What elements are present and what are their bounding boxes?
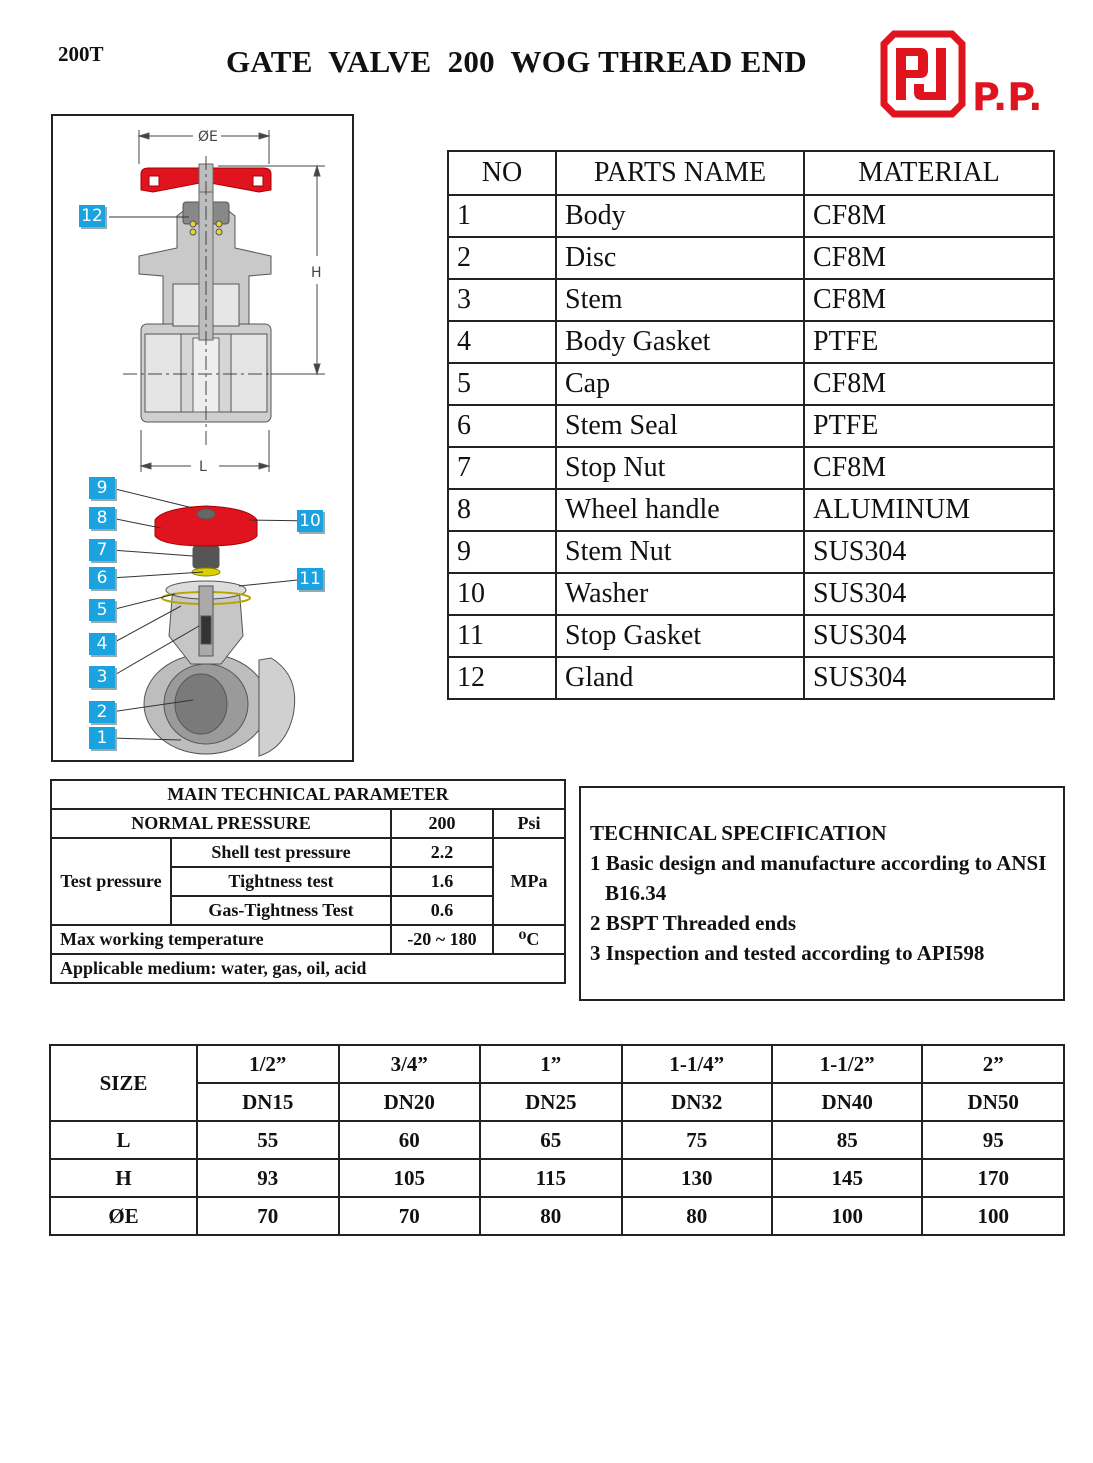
dimension-value: 105 xyxy=(339,1159,481,1197)
max-temp-unit: ⁰C xyxy=(493,925,565,954)
dimension-label: ØE xyxy=(50,1197,197,1235)
part-no: 8 xyxy=(448,489,556,531)
dimension-value: 70 xyxy=(197,1197,339,1235)
model-code: 200T xyxy=(58,42,104,66)
callout-6: 6 xyxy=(89,567,115,589)
spec-line-1-cont: B16.34 xyxy=(605,881,667,905)
dimension-value: 65 xyxy=(480,1121,622,1159)
part-name: Washer xyxy=(556,573,804,615)
callout-9: 9 xyxy=(89,477,115,499)
size-dn: DN50 xyxy=(922,1083,1064,1121)
part-no: 1 xyxy=(448,195,556,237)
part-material: ALUMINUM xyxy=(804,489,1054,531)
part-name: Body xyxy=(556,195,804,237)
callout-2: 2 xyxy=(89,701,115,723)
part-material: SUS304 xyxy=(804,615,1054,657)
part-name: Stop Gasket xyxy=(556,615,804,657)
dimension-value: 170 xyxy=(922,1159,1064,1197)
dimension-value: 80 xyxy=(622,1197,772,1235)
size-table-row xyxy=(50,1197,1064,1235)
part-material: CF8M xyxy=(804,447,1054,489)
technical-specification-box xyxy=(579,786,1065,1001)
size-table-row xyxy=(50,1121,1064,1159)
callout-4: 4 xyxy=(89,633,115,655)
part-name: Stem Seal xyxy=(556,405,804,447)
dimension-value: 60 xyxy=(339,1121,481,1159)
part-no: 2 xyxy=(448,237,556,279)
callout-5: 5 xyxy=(89,599,115,621)
part-name: Cap xyxy=(556,363,804,405)
part-name: Gland xyxy=(556,657,804,699)
callout-11: 11 xyxy=(297,568,323,590)
size-dn-row xyxy=(50,1083,1064,1121)
part-material: SUS304 xyxy=(804,573,1054,615)
parts-table-row xyxy=(448,573,1054,615)
part-no: 4 xyxy=(448,321,556,363)
dimension-value: 80 xyxy=(480,1197,622,1235)
parts-table-row xyxy=(448,447,1054,489)
part-no: 11 xyxy=(448,615,556,657)
size-inch: 1-1/2” xyxy=(772,1045,922,1083)
page-title: GATE VALVE 200 WOG THREAD END xyxy=(226,44,807,79)
parts-table-row xyxy=(448,363,1054,405)
size-inch-row xyxy=(50,1045,1064,1083)
part-no: 3 xyxy=(448,279,556,321)
tightness-test-label: Tightness test xyxy=(171,867,391,896)
normal-pressure-label: NORMAL PRESSURE xyxy=(51,809,391,838)
size-dimension-table xyxy=(49,1044,1065,1236)
spec-line-1: 1 Basic design and manufacture according to ANSI xyxy=(590,851,1047,875)
part-material: SUS304 xyxy=(804,657,1054,699)
parts-table-row xyxy=(448,531,1054,573)
parts-table xyxy=(447,150,1055,700)
part-no: 7 xyxy=(448,447,556,489)
size-dn: DN15 xyxy=(197,1083,339,1121)
logo-text: P.P. xyxy=(972,75,1043,118)
dimension-value: 115 xyxy=(480,1159,622,1197)
cutaway-view xyxy=(111,488,317,756)
parts-table-row xyxy=(448,279,1054,321)
part-name: Stem xyxy=(556,279,804,321)
dimension-value: 93 xyxy=(197,1159,339,1197)
tightness-test-value: 1.6 xyxy=(391,867,493,896)
callout-3: 3 xyxy=(89,666,115,688)
part-material: SUS304 xyxy=(804,531,1054,573)
callout-7: 7 xyxy=(89,539,115,561)
dimension-label: H xyxy=(50,1159,197,1197)
dim-l-label: L xyxy=(199,459,207,475)
test-pressure-label: Test pressure xyxy=(51,838,171,925)
callout-1: 1 xyxy=(89,727,115,749)
size-inch: 1” xyxy=(480,1045,622,1083)
part-material: CF8M xyxy=(804,237,1054,279)
spec-line-3: 3 Inspection and tested according to API598 xyxy=(590,941,985,965)
dimension-value: 100 xyxy=(772,1197,922,1235)
dimension-value: 145 xyxy=(772,1159,922,1197)
parts-table-header xyxy=(448,151,1054,195)
callout-8: 8 xyxy=(89,507,115,529)
part-material: PTFE xyxy=(804,321,1054,363)
spec-line-2: 2 BSPT Threaded ends xyxy=(590,911,796,935)
size-dn: DN20 xyxy=(339,1083,481,1121)
part-material: PTFE xyxy=(804,405,1054,447)
part-name: Stem Nut xyxy=(556,531,804,573)
size-inch: 3/4” xyxy=(339,1045,481,1083)
part-name: Disc xyxy=(556,237,804,279)
size-inch: 1/2” xyxy=(197,1045,339,1083)
parts-table-row xyxy=(448,615,1054,657)
spec-title: TECHNICAL SPECIFICATION xyxy=(590,821,887,845)
part-name: Stop Nut xyxy=(556,447,804,489)
dimension-value: 95 xyxy=(922,1121,1064,1159)
parts-table-row xyxy=(448,195,1054,237)
col-header-no: NO xyxy=(448,151,556,195)
parts-table-row xyxy=(448,237,1054,279)
parts-table-row xyxy=(448,321,1054,363)
part-material: CF8M xyxy=(804,363,1054,405)
shell-test-label: Shell test pressure xyxy=(171,838,391,867)
size-dn: DN25 xyxy=(480,1083,622,1121)
parts-table-row xyxy=(448,405,1054,447)
parts-table-row xyxy=(448,489,1054,531)
dimension-value: 55 xyxy=(197,1121,339,1159)
dimension-value: 100 xyxy=(922,1197,1064,1235)
size-dn: DN40 xyxy=(772,1083,922,1121)
callout-12: 12 xyxy=(79,205,105,227)
params-title: MAIN TECHNICAL PARAMETER xyxy=(51,780,565,809)
col-header-parts-name: PARTS NAME xyxy=(556,151,804,195)
gas-tightness-value: 0.6 xyxy=(391,896,493,925)
col-header-material: MATERIAL xyxy=(804,151,1054,195)
part-no: 10 xyxy=(448,573,556,615)
size-inch: 1-1/4” xyxy=(622,1045,772,1083)
applicable-medium: Applicable medium: water, gas, oil, acid xyxy=(51,954,565,983)
part-material: CF8M xyxy=(804,195,1054,237)
section-view xyxy=(109,129,325,475)
max-temp-label: Max working temperature xyxy=(51,925,391,954)
valve-drawing-panel xyxy=(51,114,354,762)
dim-h-label: H xyxy=(311,265,322,281)
size-dn: DN32 xyxy=(622,1083,772,1121)
part-no: 6 xyxy=(448,405,556,447)
gas-tightness-label: Gas-Tightness Test xyxy=(171,896,391,925)
size-label: SIZE xyxy=(50,1045,197,1121)
part-name: Body Gasket xyxy=(556,321,804,363)
brand-logo xyxy=(880,30,1062,118)
dimension-value: 130 xyxy=(622,1159,772,1197)
normal-pressure-unit: Psi xyxy=(493,809,565,838)
dim-e-label: ØE xyxy=(198,129,218,145)
part-no: 9 xyxy=(448,531,556,573)
dimension-value: 70 xyxy=(339,1197,481,1235)
part-material: CF8M xyxy=(804,279,1054,321)
part-name: Wheel handle xyxy=(556,489,804,531)
dimension-label: L xyxy=(50,1121,197,1159)
part-no: 12 xyxy=(448,657,556,699)
dimension-value: 75 xyxy=(622,1121,772,1159)
parts-table-row xyxy=(448,657,1054,699)
max-temp-value: -20 ~ 180 xyxy=(391,925,493,954)
test-pressure-unit: MPa xyxy=(493,838,565,925)
normal-pressure-value: 200 xyxy=(391,809,493,838)
part-no: 5 xyxy=(448,363,556,405)
main-technical-parameter-table xyxy=(50,779,566,984)
callout-10: 10 xyxy=(297,510,323,532)
dimension-value: 85 xyxy=(772,1121,922,1159)
size-inch: 2” xyxy=(922,1045,1064,1083)
shell-test-value: 2.2 xyxy=(391,838,493,867)
size-table-row xyxy=(50,1159,1064,1197)
